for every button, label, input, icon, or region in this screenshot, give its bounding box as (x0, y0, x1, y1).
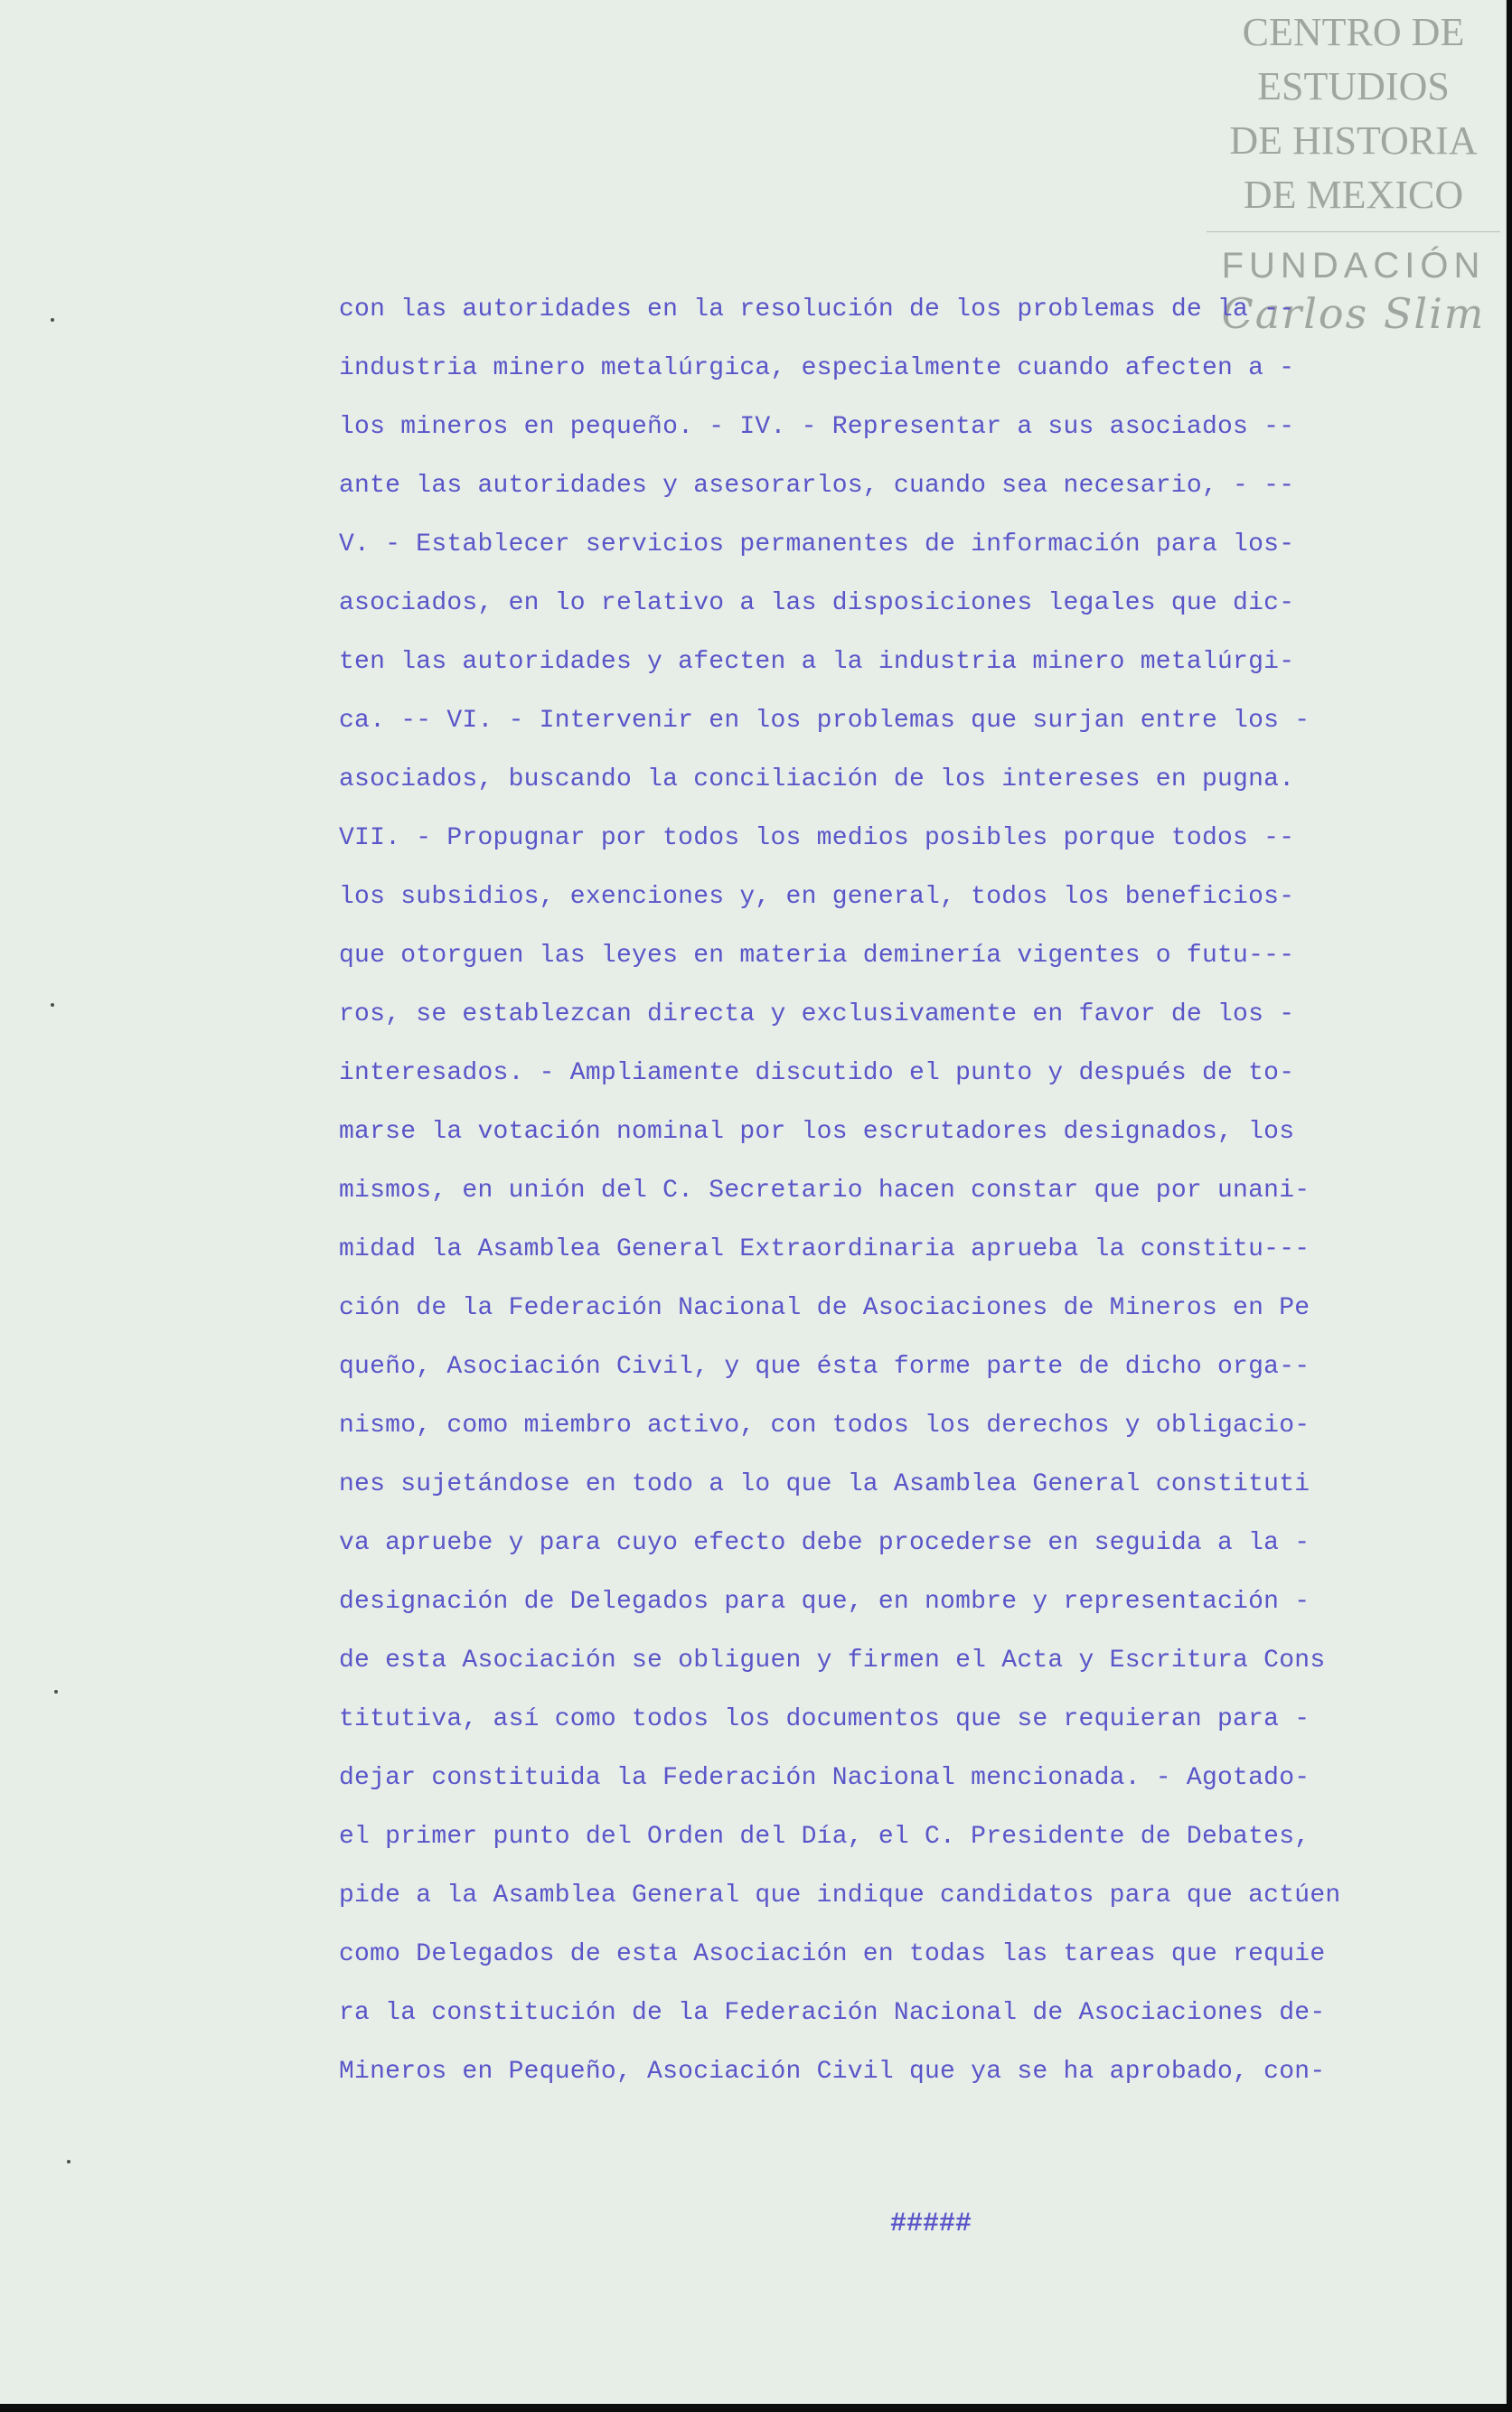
watermark-line-2: ESTUDIOS (1257, 64, 1450, 108)
paper-speck (51, 318, 54, 322)
watermark-line-3: DE HISTORIA (1229, 118, 1478, 163)
text-line: ra la constitución de la Federación Nacional de Asociaciones de- (339, 1999, 1326, 2027)
page-end-mark: ##### (890, 2209, 972, 2239)
text-line: ros, se establezcan directa y exclusivamente en favor de los - (339, 1000, 1295, 1028)
text-line: queño, Asociación Civil, y que ésta forme parte de dicho orga-- (339, 1353, 1310, 1381)
text-line: dejar constituida la Federación Nacional mencionada. - Agotado- (339, 1764, 1310, 1792)
text-line: pide a la Asamblea General que indique candidatos para que actúen (339, 1882, 1341, 1910)
text-line: VII. - Propugnar por todos los medios posibles porque todos -- (339, 824, 1295, 852)
text-line: ten las autoridades y afecten a la industria minero metalúrgi- (339, 648, 1295, 676)
text-line: interesados. - Ampliamente discutido el punto y después de to- (339, 1059, 1295, 1087)
paper-speck (67, 2160, 70, 2163)
text-line: que otorguen las leyes en materia deminería vigentes o futu--- (339, 942, 1295, 970)
watermark-divider (1207, 231, 1500, 232)
text-line: como Delegados de esta Asociación en todas las tareas que requie (339, 1940, 1326, 1968)
text-line: midad la Asamblea General Extraordinaria aprueba la constitu--- (339, 1235, 1310, 1263)
paper-speck (51, 1003, 54, 1007)
watermark-line-4: DE MEXICO (1243, 173, 1464, 217)
text-line: los subsidios, exenciones y, en general, todos los beneficios- (339, 883, 1295, 911)
text-line: va apruebe y para cuyo efecto debe procederse en seguida a la - (339, 1529, 1310, 1557)
text-line: V. - Establecer servicios permanentes de información para los- (339, 530, 1295, 558)
paper-speck (54, 1690, 58, 1694)
text-line: Mineros en Pequeño, Asociación Civil que ya se ha aprobado, con- (339, 2058, 1326, 2086)
typed-text-block (339, 280, 1341, 2101)
watermark-line-1: CENTRO DE (1242, 10, 1465, 54)
text-line: marse la votación nominal por los escrutadores designados, los (339, 1118, 1295, 1146)
text-line: industria minero metalúrgica, especialmente cuando afecten a - (339, 354, 1295, 382)
text-line: designación de Delegados para que, en nombre y representación - (339, 1588, 1310, 1616)
text-line: con las autoridades en la resolución de los problemas de la -- (339, 296, 1295, 324)
text-line: ción de la Federación Nacional de Asociaciones de Mineros en Pe (339, 1294, 1310, 1322)
text-line: de esta Asociación se obliguen y firmen el Acta y Escritura Cons (339, 1647, 1326, 1675)
watermark-signature: Carlos Slim (1221, 289, 1486, 338)
text-line: asociados, buscando la conciliación de los intereses en pugna. (339, 765, 1295, 793)
text-line: el primer punto del Orden del Día, el C. Presidente de Debates, (339, 1823, 1310, 1851)
text-line: los mineros en pequeño. - IV. - Representar a sus asociados -- (339, 413, 1295, 441)
text-line: titutiva, así como todos los documentos que se requieran para - (339, 1705, 1310, 1733)
text-line: nes sujetándose en todo a lo que la Asamblea General constituti (339, 1470, 1310, 1498)
text-line: ca. -- VI. - Intervenir en los problemas que surjan entre los - (339, 707, 1310, 735)
text-line: nismo, como miembro activo, con todos los derechos y obligacio- (339, 1412, 1310, 1440)
text-line: asociados, en lo relativo a las disposiciones legales que dic- (339, 589, 1295, 617)
text-line: mismos, en unión del C. Secretario hacen constar que por unani- (339, 1177, 1310, 1205)
watermark-foundation: FUNDACIÓN (1221, 246, 1486, 286)
text-line: ante las autoridades y asesorarlos, cuando sea necesario, - -- (339, 472, 1295, 500)
